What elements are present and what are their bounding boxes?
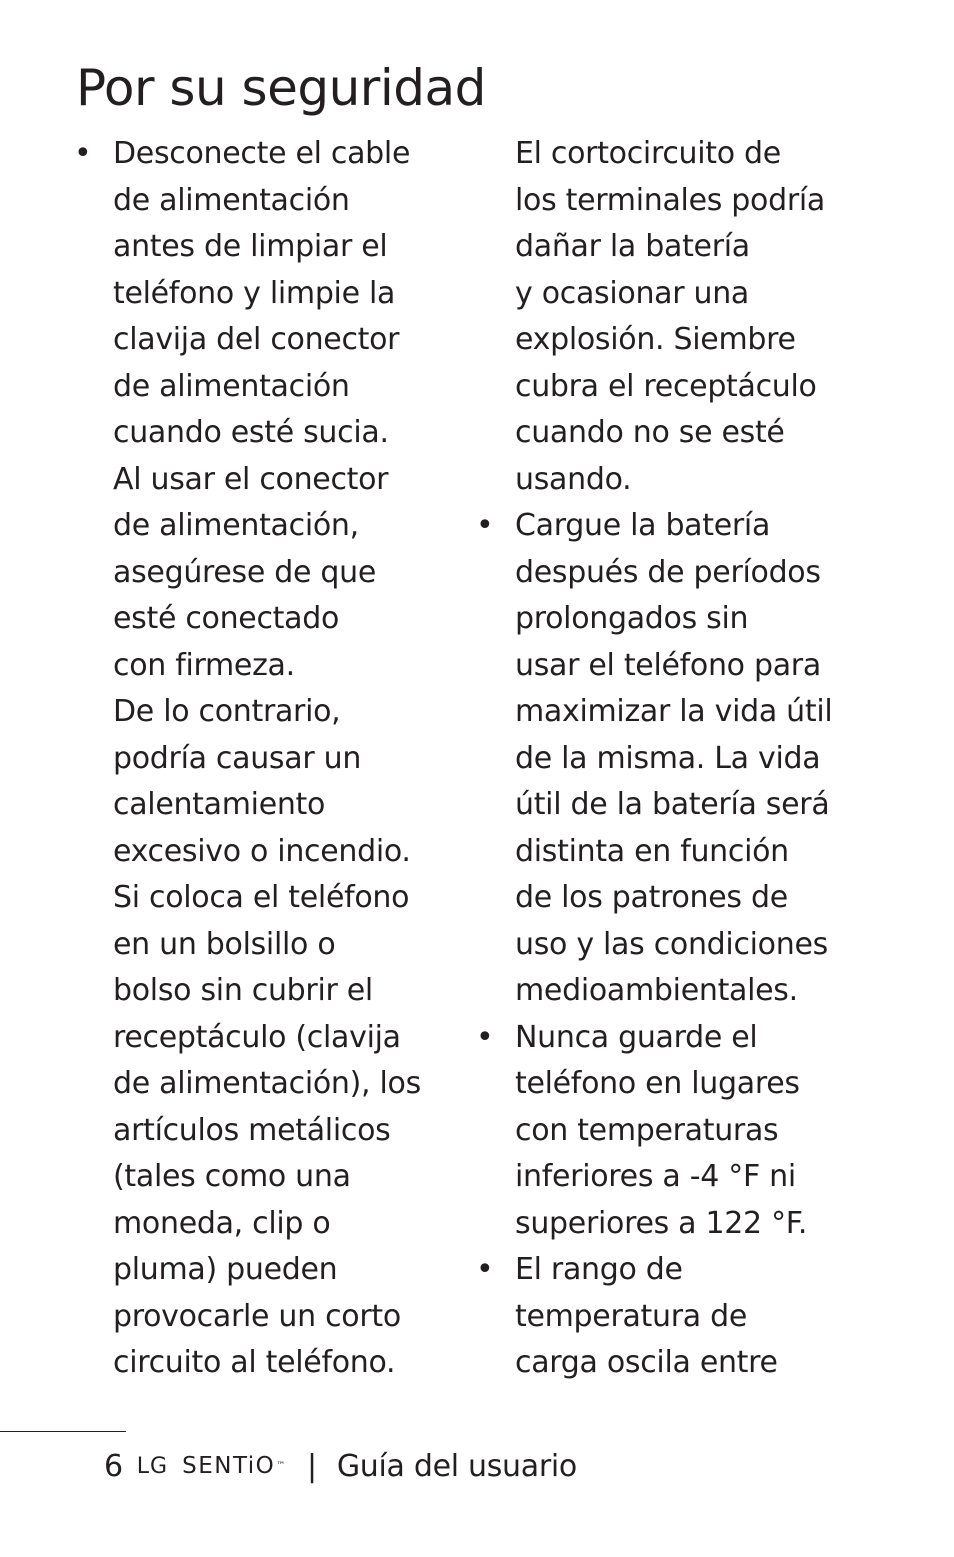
bullet-item-text — [515, 503, 856, 1015]
text-line: El cortocircuito de — [515, 136, 781, 171]
text-line: después de períodos — [515, 554, 821, 590]
text-line: Desconecte el cable — [113, 136, 411, 171]
footer-divider — [0, 1431, 126, 1432]
text-line: usando. — [515, 461, 632, 497]
text-line: esté conectado — [113, 601, 340, 636]
text-line: uso y las condiciones — [515, 926, 828, 962]
brand-lg-logo: LG — [136, 1453, 169, 1479]
text-line: (tales como una — [113, 1159, 351, 1194]
bullet-item-text — [515, 1247, 856, 1387]
text-line: antes de limpiar el — [113, 229, 388, 264]
text-line: bolso sin cubrir el — [113, 973, 373, 1008]
text-line: clavija del conector — [113, 322, 400, 357]
text-line: podría causar un — [113, 740, 362, 776]
text-line: circuito al teléfono. — [113, 1345, 396, 1380]
bullet-item-storage-temperature — [476, 1015, 856, 1248]
text-line: teléfono en lugares — [515, 1066, 800, 1101]
left-column — [74, 131, 454, 1387]
text-line: maximizar la vida útil — [515, 694, 833, 729]
bullet-marker: • — [476, 1252, 494, 1287]
text-line: asegúrese de que — [113, 554, 377, 590]
text-line: receptáculo (clavija — [113, 1019, 401, 1055]
text-line: De lo contrario, — [113, 694, 341, 729]
text-line: calentamiento — [113, 787, 326, 822]
text-line: cuando no se esté — [515, 415, 785, 450]
text-line: Cargue la batería — [515, 508, 771, 543]
text-line: medioambientales. — [515, 973, 798, 1008]
bullet-item-charging-temperature — [476, 1247, 856, 1387]
text-line: los terminales podría — [515, 182, 825, 218]
right-column — [476, 131, 856, 1387]
text-line: temperatura de — [515, 1298, 747, 1334]
text-line: de alimentación — [113, 182, 350, 218]
text-line: explosión. Siembre — [515, 322, 796, 357]
continued-paragraph — [476, 131, 856, 503]
text-line: superiores a 122 °F. — [515, 1205, 808, 1241]
text-line: distinta en función — [515, 833, 789, 869]
trademark-symbol: ™ — [276, 1461, 285, 1471]
text-line: pluma) pueden — [113, 1252, 338, 1287]
text-line: moneda, clip o — [113, 1205, 331, 1241]
bullet-marker: • — [74, 136, 92, 171]
text-line: carga oscila entre — [515, 1345, 778, 1380]
page-number: 6 — [104, 1448, 123, 1484]
text-line: cubra el receptáculo — [515, 368, 817, 404]
text-line: cuando esté sucia. — [113, 415, 389, 450]
text-line: prolongados sin — [515, 601, 749, 636]
bullet-marker: • — [476, 1019, 494, 1055]
text-line: de la misma. La vida — [515, 740, 821, 776]
bullet-item-charge-battery — [476, 503, 856, 1015]
text-line: de alimentación), los — [113, 1066, 421, 1101]
text-line: de los patrones de — [515, 880, 788, 915]
text-line: de alimentación, — [113, 508, 359, 543]
bullet-item-power-cable — [74, 131, 454, 1387]
text-line: de alimentación — [113, 368, 350, 404]
bullet-item-text — [113, 131, 454, 1387]
text-line: con firmeza. — [113, 647, 295, 683]
guide-label: Guía del usuario — [336, 1448, 577, 1484]
text-line: provocarle un corto — [113, 1298, 401, 1334]
text-line: teléfono y limpie la — [113, 275, 396, 311]
page-title: Por su seguridad — [76, 59, 486, 117]
continued-paragraph-text — [515, 131, 856, 503]
text-line: con temperaturas — [515, 1112, 779, 1148]
text-line: Nunca guarde el — [515, 1019, 758, 1055]
text-line: útil de la batería será — [515, 787, 830, 822]
text-line: inferiores a -4 °F ni — [515, 1159, 796, 1194]
text-line: y ocasionar una — [515, 275, 750, 311]
brand-model-logo: SENTiO — [182, 1453, 276, 1479]
bullet-marker: • — [476, 508, 494, 543]
text-line: en un bolsillo o — [113, 926, 336, 962]
text-line: Si coloca el teléfono — [113, 880, 410, 915]
text-line: dañar la batería — [515, 229, 750, 264]
text-line: excesivo o incendio. — [113, 833, 411, 869]
text-line: artículos metálicos — [113, 1112, 391, 1148]
text-line: El rango de — [515, 1252, 683, 1287]
footer-separator: | — [307, 1448, 317, 1484]
text-line: Al usar el conector — [113, 461, 389, 497]
bullet-item-text — [515, 1015, 856, 1248]
page-footer — [104, 1442, 577, 1490]
text-line: usar el teléfono para — [515, 647, 821, 683]
